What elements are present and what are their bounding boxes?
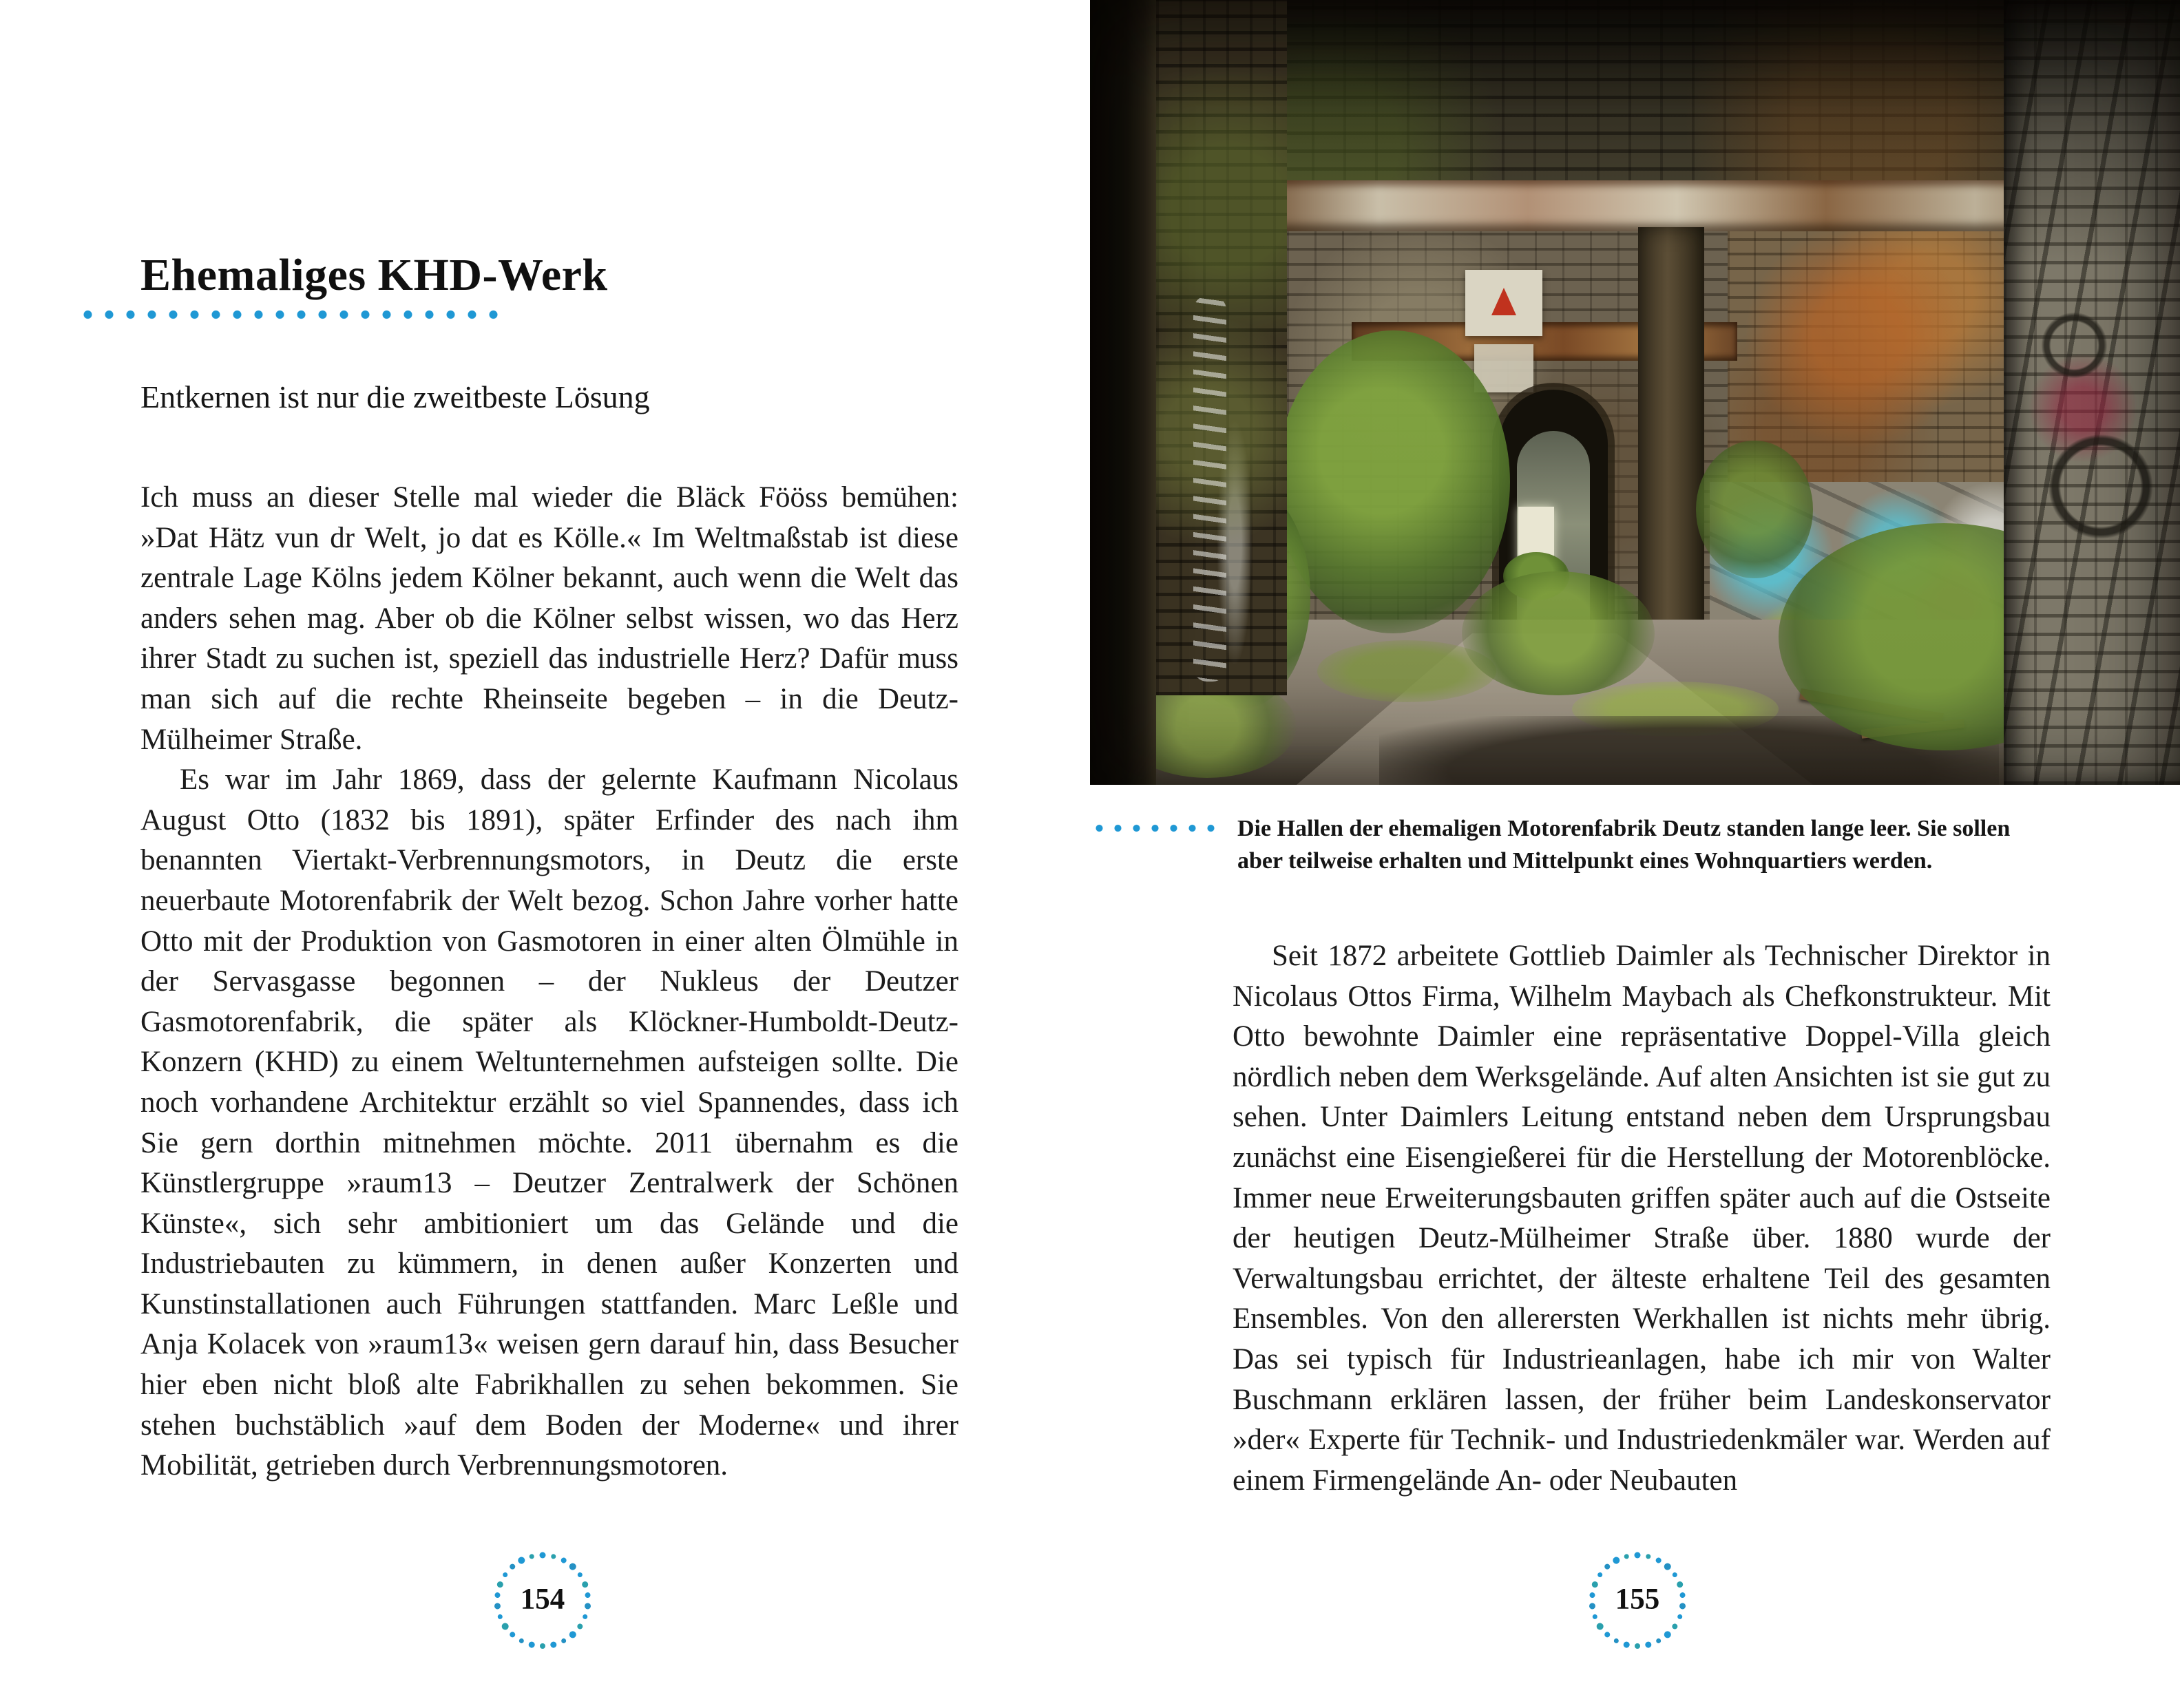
right-page-body	[1233, 936, 2051, 1501]
photo-caption: Die Hallen der ehemaligen Motorenfabrik Deutz standen lange leer. Sie sollen aber teilweise erhalten und Mittelpunkt eines Wohnquartiers werden.	[1237, 816, 2011, 874]
chapter-title: Ehemaliges KHD-Werk	[140, 250, 608, 301]
page-number-value: 155	[1615, 1583, 1660, 1616]
body-paragraph: Es war im Jahr 1869, dass der gelernte Kaufmann Nicolaus August Otto (1832 bis 1891), später Erfinder des nach ihm benannten Viertakt-Verbrennungsmotors, in Deutz die erste neuerbaute Motorenfabrik der Welt bezog. Schon Jahre vorher hatte Otto mit der Produktion von Gasmotoren in einer alten Ölmühle in der Servasgasse begonnen – der Nukleus der Deutzer Gasmotorenfabrik, die später als Klöckner-Humboldt-Deutz-Konzern (KHD) zu einem Weltunternehmen aufsteigen sollte. Die noch vorhandene Architektur erzählt so viel Spannendes, dass ich Sie gern dorthin mitnehmen möchte. 2011 übernahm es die Künstlergruppe »raum13 – Deutzer Zentralwerk der Schönen Künste«, sich sehr ambitioniert um das Gelände und die Industriebauten zu kümmern, in denen außer Konzerten und Kunstinstallationen auch Führungen stattfanden. Marc Leßle und Anja Kolacek von »raum13« weisen gern darauf hin, dass Besucher hier eben nicht bloß alte Fabrikhallen zu sehen bekommen. Sie stehen buchstäblich »auf dem Boden der Moderne« und ihrer Mobilität, getrieben durch Verbrennungsmotoren.	[140, 763, 958, 1482]
photo-abandoned-factory-hall	[1090, 0, 2180, 785]
photo-vignette	[1090, 0, 2180, 785]
caption-dotted-rule	[1090, 823, 1221, 833]
title-dotted-rule	[77, 309, 500, 320]
page-number-right	[1579, 1542, 1696, 1659]
left-page-body	[140, 478, 958, 1486]
page-number-value: 154	[520, 1583, 565, 1616]
page-number-left	[484, 1542, 601, 1659]
body-paragraph: Seit 1872 arbeitete Gottlieb Daimler als Technischer Direktor in Nicolaus Ottos Firma, Wilhelm Maybach als Chefkonstrukteur. Mit Otto bewohnte Daimler eine repräsentative Doppel-Villa gleich nördlich neben dem Werksgelände. Auf alten Ansichten ist sie gut zu sehen. Unter Daimlers Leitung entstand neben dem Ursprungsbau zunächst eine Eisengießerei für die Herstellung der Motorenblöcke. Immer neue Erweiterungsbauten griffen später auch auf die Ostseite der heutigen Deutz-Mülheimer Straße über. 1880 wurde der Verwaltungsbau errichtet, der älteste erhaltene Teil des gesamten Ensembles. Von den allerersten Werkhallen ist nichts mehr übrig. Das sei typisch für Industrieanlagen, habe ich mir von Walter Buschmann erklären lassen, der früher beim Landeskonservator »der« Experte für Technik- und Industriedenkmäler war. Werden auf einem Firmengelände An- oder Neubauten	[1233, 940, 2051, 1497]
chapter-subtitle: Entkernen ist nur die zweitbeste Lösung	[140, 379, 650, 415]
body-paragraph: Ich muss an dieser Stelle mal wieder die Bläck Fööss bemühen: »Dat Hätz vun dr Welt, jo dat es Kölle.« Im Weltmaßstab ist diese zentrale Lage Kölns jedem Kölner bekannt, auch wenn die Welt das anders sehen mag. Aber ob die Kölner selbst wissen, wo das Herz ihrer Stadt zu suchen ist, speziell das industrielle Herz? Dafür muss man sich auf die rechte Rheinseite begeben – in die Deutz-Mülheimer Straße.	[140, 481, 958, 756]
